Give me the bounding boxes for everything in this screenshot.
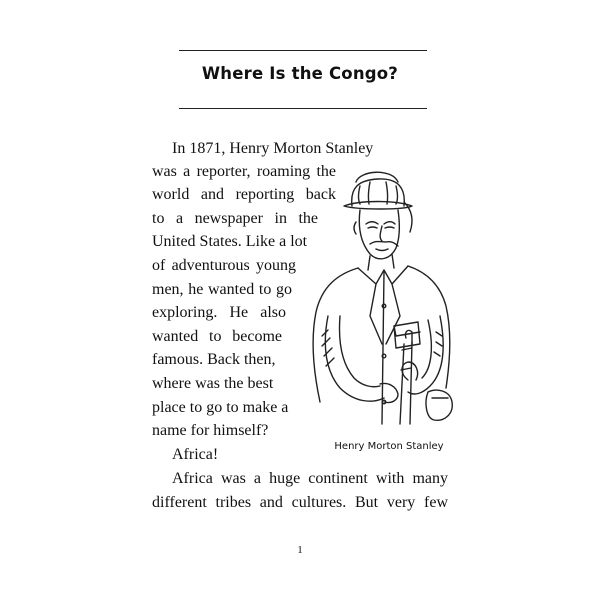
text-line-10: famous. Back then, — [152, 351, 276, 368]
text-line-2: was a reporter, roaming the — [152, 163, 336, 180]
text-line-7: men, he wanted to go — [152, 281, 292, 298]
text-line-5: United States. Like a lot — [152, 233, 308, 250]
text-line-14: Africa! — [172, 446, 219, 463]
chapter-title: Where Is the Congo? — [201, 64, 399, 83]
text-line-11: where was the best — [152, 375, 274, 392]
text-line-4: to a newspaper in the — [152, 210, 318, 227]
text-line-8: exploring. He also — [152, 304, 286, 321]
portrait-illustration — [300, 166, 472, 428]
text-line-1: In 1871, Henry Morton Stanley — [172, 140, 374, 157]
text-line-16: different tribes and cultures. But very few — [152, 494, 448, 511]
text-line-15: Africa was a huge continent with many — [172, 470, 448, 487]
text-line-3: world and reporting back — [152, 186, 336, 203]
text-line-9: wanted to become — [152, 328, 282, 345]
text-line-12: place to go to make a — [152, 399, 289, 416]
text-line-13: name for himself? — [152, 422, 269, 439]
bottom-rule — [179, 108, 427, 109]
page-number: 1 — [297, 544, 303, 556]
figure-caption: Henry Morton Stanley — [334, 441, 444, 452]
text-line-6: of adventurous young — [152, 257, 296, 274]
top-rule — [179, 50, 427, 51]
